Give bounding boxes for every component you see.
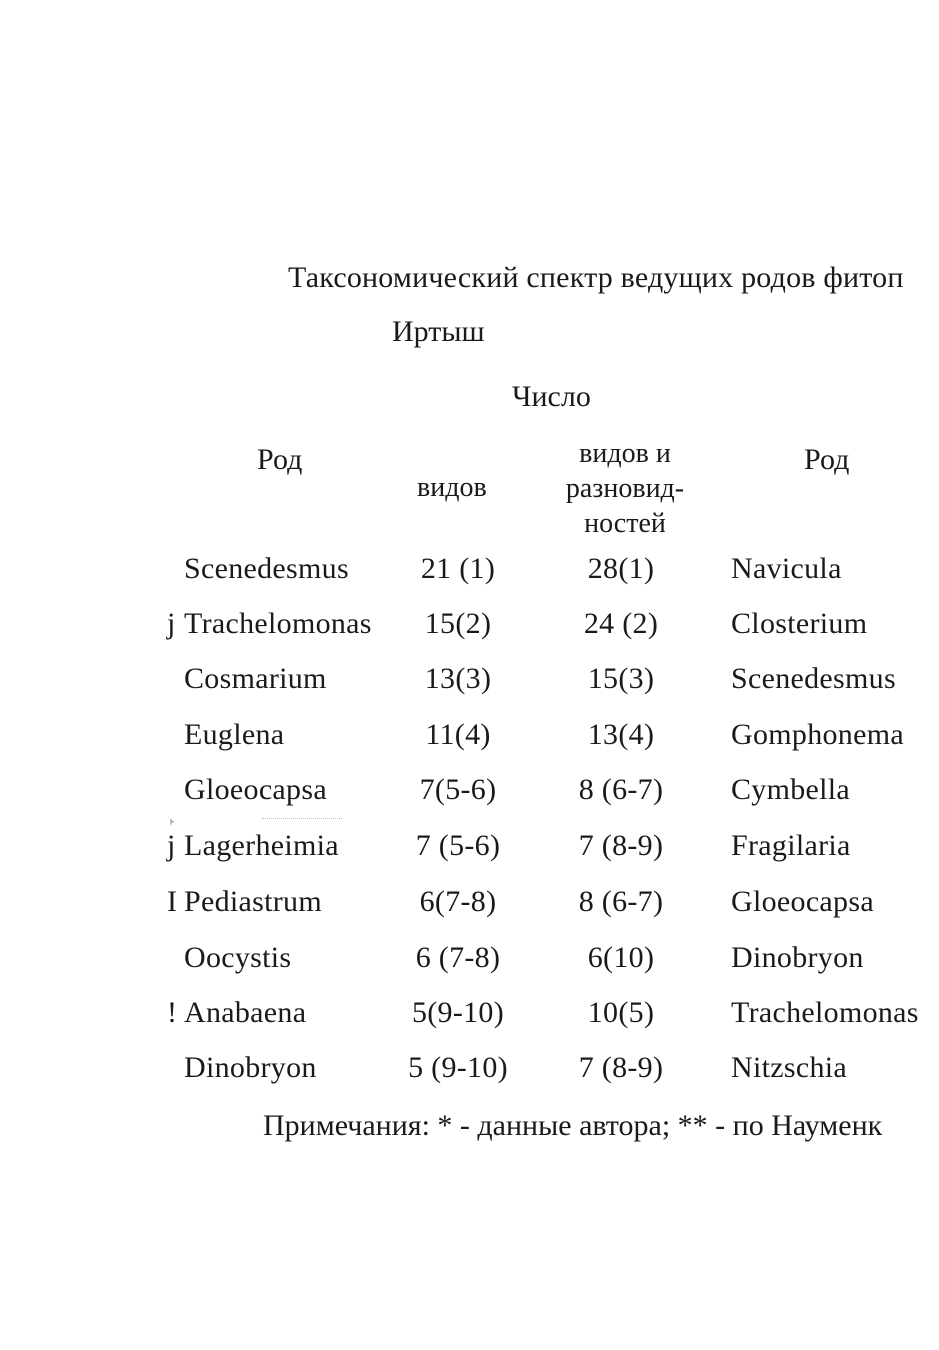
table-row <box>0 661 939 701</box>
species-count-cell: 15(2) <box>424 607 492 640</box>
genus-right-cell: Navicula <box>731 552 842 585</box>
genus-left-cell: Oocystis <box>184 941 292 974</box>
species-count-cell: 5(9-10) <box>411 996 505 1029</box>
header-species: видов <box>417 472 487 503</box>
species-count-cell: 13(3) <box>424 662 492 695</box>
genus-left-cell: Cosmarium <box>184 662 327 695</box>
species-varieties-count-cell: 10(5) <box>587 996 655 1029</box>
genus-right-cell: Fragilaria <box>731 829 851 862</box>
genus-right-cell: Cymbella <box>731 773 851 806</box>
species-varieties-count-cell: 24 (2) <box>583 607 659 640</box>
page-title: Таксономический спектр ведущих родов фитоп <box>288 261 904 294</box>
header-genus-right: Род <box>804 443 850 476</box>
species-count-cell: 11(4) <box>425 718 491 751</box>
genus-left-cell: Euglena <box>184 718 285 751</box>
genus-right-cell: Dinobryon <box>731 941 864 974</box>
row-mark: I <box>167 885 178 918</box>
genus-left-cell: Anabaena <box>184 996 307 1029</box>
header-chislo: Число <box>512 380 591 413</box>
species-varieties-count-cell: 8 (6-7) <box>578 885 664 918</box>
genus-left-cell: Pediastrum <box>184 885 322 918</box>
genus-right-cell: Gloeocapsa <box>731 885 874 918</box>
genus-left-cell: Gloeocapsa <box>184 773 327 806</box>
row-mark: j <box>167 607 176 640</box>
table-row <box>0 995 939 1035</box>
table-row <box>0 551 939 591</box>
table-row <box>0 940 939 980</box>
genus-right-cell: Nitzschia <box>731 1051 847 1084</box>
species-varieties-count-cell: 13(4) <box>587 718 655 751</box>
species-count-cell: 5 (9-10) <box>408 1051 508 1084</box>
species-varieties-count-cell: 28(1) <box>587 552 655 585</box>
genus-left-cell: Dinobryon <box>184 1051 317 1084</box>
stray-scan-mark: ˫ <box>170 814 175 829</box>
table-notes: Примечания: * - данные автора; ** - по Науменк <box>263 1109 883 1142</box>
species-count-cell: 7(5-6) <box>419 773 497 806</box>
genus-right-cell: Trachelomonas <box>731 996 919 1029</box>
row-mark: j <box>167 829 176 862</box>
species-count-cell: 6 (7-8) <box>415 941 501 974</box>
genus-right-cell: Scenedesmus <box>731 662 896 695</box>
table-row <box>0 884 939 924</box>
genus-right-cell: Gomphonema <box>731 718 904 751</box>
location-label: Иртыш <box>392 315 485 348</box>
row-mark: ! <box>167 996 178 1029</box>
genus-left-cell: Trachelomonas <box>184 607 372 640</box>
species-count-cell: 6(7-8) <box>419 885 497 918</box>
species-varieties-count-cell: 6(10) <box>587 941 655 974</box>
species-varieties-count-cell: 7 (8-9) <box>578 1051 664 1084</box>
species-varieties-count-cell: 8 (6-7) <box>578 773 664 806</box>
header-genus-left: Род <box>257 443 303 476</box>
table-row <box>0 772 939 812</box>
species-count-cell: 7 (5-6) <box>415 829 501 862</box>
header-species-varieties: видов и разновид- ностей <box>565 438 685 539</box>
genus-left-cell: Lagerheimia <box>184 829 339 862</box>
genus-right-cell: Closterium <box>731 607 868 640</box>
scan-dotted-artifact <box>262 818 342 821</box>
species-varieties-count-cell: 7 (8-9) <box>578 829 664 862</box>
species-varieties-count-cell: 15(3) <box>587 662 655 695</box>
table-row <box>0 828 939 868</box>
table-row <box>0 606 939 646</box>
table-row <box>0 717 939 757</box>
genus-left-cell: Scenedesmus <box>184 552 349 585</box>
table-row <box>0 1050 939 1090</box>
species-count-cell: 21 (1) <box>420 552 496 585</box>
